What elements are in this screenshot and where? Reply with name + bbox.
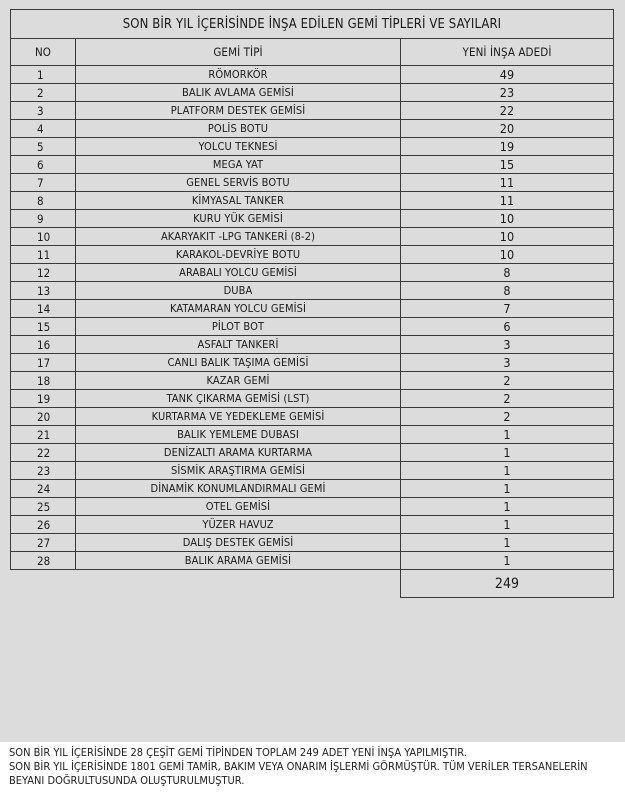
- ship-type: PİLOT BOT: [76, 318, 401, 336]
- row-number: 26: [11, 516, 76, 534]
- ship-type: KARAKOL-DEVRİYE BOTU: [76, 246, 401, 264]
- new-build-count: 1: [401, 516, 614, 534]
- row-number: 11: [11, 246, 76, 264]
- row-number: 17: [11, 354, 76, 372]
- ship-type: PLATFORM DESTEK GEMİSİ: [76, 102, 401, 120]
- new-build-count: 10: [401, 246, 614, 264]
- ship-type: AKARYAKIT -LPG TANKERİ (8-2): [76, 228, 401, 246]
- total-row-spacer: [11, 570, 401, 598]
- row-number: 3: [11, 102, 76, 120]
- row-number: 15: [11, 318, 76, 336]
- ship-type: MEGA YAT: [76, 156, 401, 174]
- ship-type: KİMYASAL TANKER: [76, 192, 401, 210]
- table-row: [11, 282, 614, 300]
- row-number: 1: [11, 66, 76, 84]
- ship-type: TANK ÇIKARMA GEMİSİ (LST): [76, 390, 401, 408]
- table-row: [11, 552, 614, 570]
- row-number: 24: [11, 480, 76, 498]
- new-build-count: 1: [401, 444, 614, 462]
- row-number: 22: [11, 444, 76, 462]
- row-number: 14: [11, 300, 76, 318]
- table-row: [11, 318, 614, 336]
- row-number: 27: [11, 534, 76, 552]
- table-row: [11, 228, 614, 246]
- row-number: 12: [11, 264, 76, 282]
- ship-type: DENİZALTI ARAMA KURTARMA: [76, 444, 401, 462]
- new-build-count: 1: [401, 498, 614, 516]
- ship-type: KURTARMA VE YEDEKLEME GEMİSİ: [76, 408, 401, 426]
- column-header-no: NO: [11, 39, 76, 66]
- row-number: 21: [11, 426, 76, 444]
- table-row: [11, 516, 614, 534]
- row-number: 18: [11, 372, 76, 390]
- footnote-line: SON BİR YIL İÇERİSİNDE 1801 GEMİ TAMİR, BAKIM VEYA ONARIM İŞLERMİ GÖRMÜŞTÜR. TÜM VERİLER TERSANELERİN BEYANI DOĞRULTUSUNDA OLUŞTURULMUŞTUR.: [9, 760, 588, 787]
- row-number: 4: [11, 120, 76, 138]
- table-row: [11, 390, 614, 408]
- new-build-count: 2: [401, 372, 614, 390]
- total-count: 249: [401, 570, 614, 598]
- row-number: 9: [11, 210, 76, 228]
- new-build-count: 8: [401, 264, 614, 282]
- row-number: 19: [11, 390, 76, 408]
- new-build-count: 23: [401, 84, 614, 102]
- ship-type: GENEL SERVİS BOTU: [76, 174, 401, 192]
- table-row: [11, 120, 614, 138]
- new-build-count: 3: [401, 354, 614, 372]
- table-row: [11, 174, 614, 192]
- table-row: [11, 408, 614, 426]
- new-build-count: 10: [401, 210, 614, 228]
- table-title-row: [11, 10, 614, 39]
- new-build-count: 3: [401, 336, 614, 354]
- table-row: [11, 84, 614, 102]
- ship-type: KATAMARAN YOLCU GEMİSİ: [76, 300, 401, 318]
- row-number: 7: [11, 174, 76, 192]
- table-row: [11, 66, 614, 84]
- column-header-new-build-count: YENİ İNŞA ADEDİ: [401, 39, 614, 66]
- table-row: [11, 336, 614, 354]
- footnote-line: SON BİR YIL İÇERİSİNDE 28 ÇEŞİT GEMİ TİPİNDEN TOPLAM 249 ADET YENİ İNŞA YAPILMIŞTIR.: [9, 746, 467, 759]
- table-title: SON BİR YIL İÇERİSİNDE İNŞA EDİLEN GEMİ TİPLERİ VE SAYILARI: [11, 10, 614, 39]
- row-number: 13: [11, 282, 76, 300]
- ship-type: KURU YÜK GEMİSİ: [76, 210, 401, 228]
- ship-type: DUBA: [76, 282, 401, 300]
- new-build-count: 6: [401, 318, 614, 336]
- row-number: 10: [11, 228, 76, 246]
- table-row: [11, 480, 614, 498]
- row-number: 25: [11, 498, 76, 516]
- table-row: [11, 300, 614, 318]
- new-build-count: 7: [401, 300, 614, 318]
- new-build-count: 11: [401, 192, 614, 210]
- ship-type: ASFALT TANKERİ: [76, 336, 401, 354]
- table-row: [11, 102, 614, 120]
- new-build-count: 11: [401, 174, 614, 192]
- new-build-count: 49: [401, 66, 614, 84]
- table-row: [11, 462, 614, 480]
- new-build-count: 8: [401, 282, 614, 300]
- ship-type: BALIK ARAMA GEMİSİ: [76, 552, 401, 570]
- table-row: [11, 534, 614, 552]
- new-build-count: 1: [401, 552, 614, 570]
- ship-type: CANLI BALIK TAŞIMA GEMİSİ: [76, 354, 401, 372]
- ship-type: OTEL GEMİSİ: [76, 498, 401, 516]
- row-number: 5: [11, 138, 76, 156]
- total-row: [11, 570, 614, 598]
- ship-type: YÜZER HAVUZ: [76, 516, 401, 534]
- table-row: [11, 192, 614, 210]
- new-build-count: 15: [401, 156, 614, 174]
- new-build-count: 1: [401, 462, 614, 480]
- row-number: 8: [11, 192, 76, 210]
- row-number: 16: [11, 336, 76, 354]
- ship-type: BALIK YEMLEME DUBASI: [76, 426, 401, 444]
- table-row: [11, 264, 614, 282]
- row-number: 23: [11, 462, 76, 480]
- ship-type: DİNAMİK KONUMLANDIRMALI GEMİ: [76, 480, 401, 498]
- row-number: 20: [11, 408, 76, 426]
- table-row: [11, 138, 614, 156]
- new-build-count: 1: [401, 534, 614, 552]
- ship-type: POLİS BOTU: [76, 120, 401, 138]
- ship-types-table: [10, 9, 614, 598]
- table-header-row: [11, 39, 614, 66]
- new-build-count: 22: [401, 102, 614, 120]
- new-build-count: 19: [401, 138, 614, 156]
- table-row: [11, 372, 614, 390]
- ship-type: DALIŞ DESTEK GEMİSİ: [76, 534, 401, 552]
- new-build-count: 2: [401, 390, 614, 408]
- new-build-count: 10: [401, 228, 614, 246]
- new-build-count: 1: [401, 480, 614, 498]
- footnotes: [9, 746, 619, 788]
- column-header-ship-type: GEMİ TİPİ: [76, 39, 401, 66]
- new-build-count: 2: [401, 408, 614, 426]
- table-body: [11, 66, 614, 570]
- new-build-count: 20: [401, 120, 614, 138]
- ship-type: RÖMORKÖR: [76, 66, 401, 84]
- table-row: [11, 498, 614, 516]
- table-row: [11, 156, 614, 174]
- ship-type: KAZAR GEMİ: [76, 372, 401, 390]
- table-row: [11, 354, 614, 372]
- table-row: [11, 210, 614, 228]
- ship-type: ARABALI YOLCU GEMİSİ: [76, 264, 401, 282]
- table-row: [11, 444, 614, 462]
- row-number: 6: [11, 156, 76, 174]
- row-number: 2: [11, 84, 76, 102]
- table-row: [11, 246, 614, 264]
- ship-type: BALIK AVLAMA GEMİSİ: [76, 84, 401, 102]
- ship-type: YOLCU TEKNESİ: [76, 138, 401, 156]
- row-number: 28: [11, 552, 76, 570]
- table-row: [11, 426, 614, 444]
- ship-type: SİSMİK ARAŞTIRMA GEMİSİ: [76, 462, 401, 480]
- new-build-count: 1: [401, 426, 614, 444]
